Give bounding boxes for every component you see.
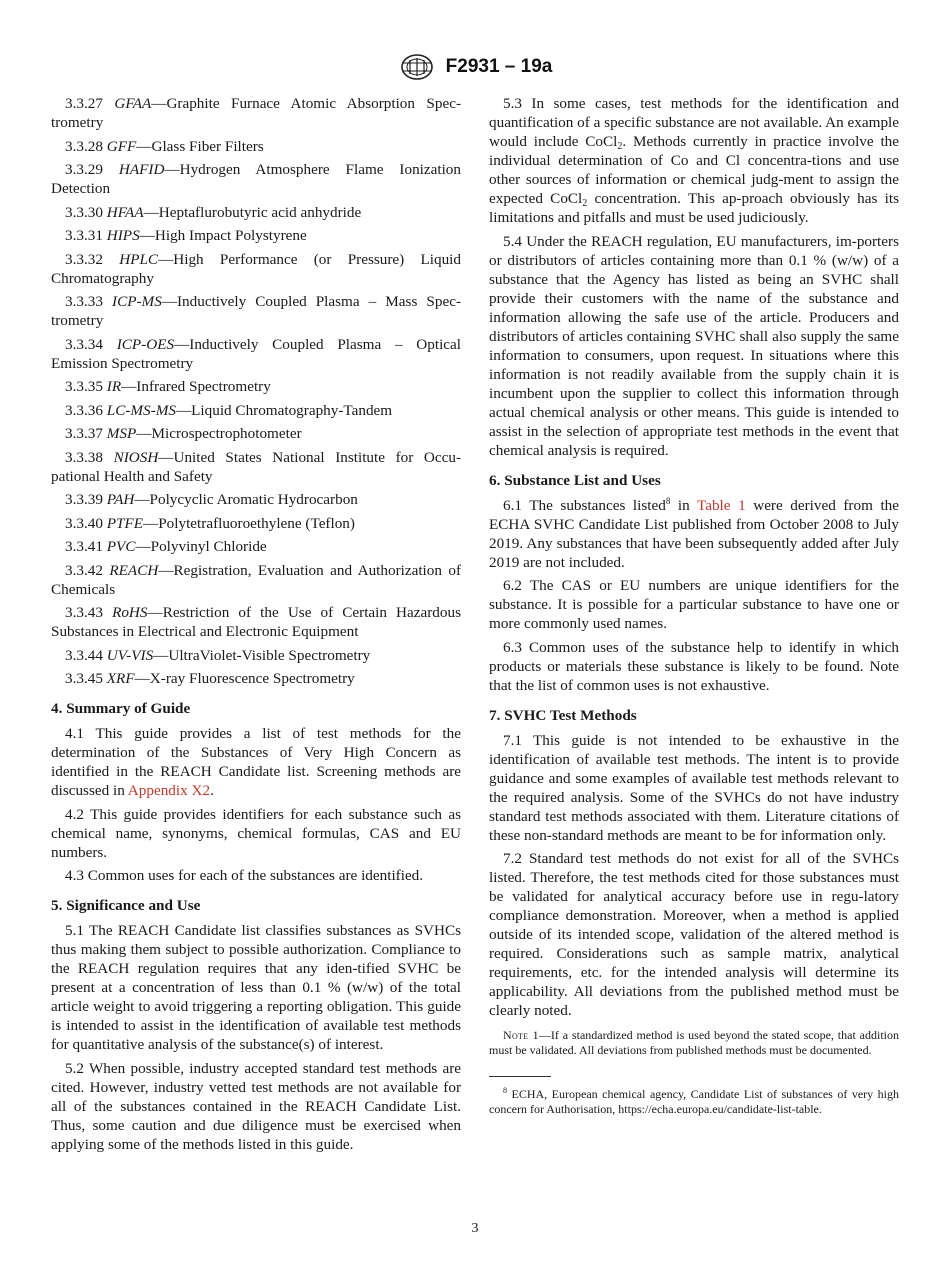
definition-item: 3.3.37 MSP—Microspectrophotometer <box>65 425 302 442</box>
page-number: 3 <box>471 1221 479 1236</box>
definition-item: 3.3.40 PTFE—Polytetrafluoroethylene (Teflon) <box>65 514 355 532</box>
paragraph-6-2: 6.2 The CAS or EU numbers are unique identifiers for the substance. It is possible for a particular substance to have one or more commonly used names. <box>489 577 899 632</box>
definition-item: 3.3.43 RoHS—Restriction of the Use of Certain Hazardous Substances in Electrical and Electronic Equipment <box>51 604 462 640</box>
definition-item: 3.3.39 PAH—Polycyclic Aromatic Hydrocarbon <box>65 491 358 508</box>
paragraph-7-2: 7.2 Standard test methods do not exist for all of the SVHCs listed. Therefore, the test methods cited for those substances must be validated for analytical accuracy before use in regu-latory compliance demonstration. Moreover, when a method is applied outside of its intended scope, validation of the altered method is required. Considerations such as sample matrix, analytical requirements, etc. for the intended analysis will determine its applicability. All deviations from the published method must be clearly noted. <box>489 850 899 1019</box>
definition-item: 3.3.45 XRF—X-ray Fluorescence Spectrometry <box>65 670 355 687</box>
paragraph-4-2: 4.2 This guide provides identifiers for each substance such as chemical name, synonyms, chemical formulas, CAS and EU numbers. <box>51 805 461 861</box>
definition-item: 3.3.30 HFAA—Heptaflurobutyric acid anhydride <box>65 203 362 221</box>
definition-item: 3.3.36 LC-MS-MS—Liquid Chromatography-Tandem <box>65 401 393 419</box>
paragraph-5-2: 5.2 When possible, industry accepted standard test methods are cited. However, industry vetted test methods are not available for all of the substances contained in the REACH Candidate List. Thus, some caution and due diligence must be exercised when applying some of the methods listed in this guide. <box>51 1059 461 1153</box>
definition-item: 3.3.28 GFF—Glass Fiber Filters <box>65 137 264 155</box>
paragraph-4-3: 4.3 Common uses for each of the substances are identified. <box>65 867 424 884</box>
paragraph-7-1: 7.1 This guide is not intended to be exhaustive in the identification of available test methods. The intent is to provide guidance and some examples of available test methods relevant to the required analysis. Some of the SVHCs do not have industry standard test methods associated with them. Literature citations of these non-standard methods are meant to be for information only. <box>489 731 899 844</box>
definitions-list <box>51 94 461 688</box>
definition-item: 3.3.44 UV-VIS—UltraViolet-Visible Spectrometry <box>65 646 371 664</box>
section-7-heading: 7. SVHC Test Methods <box>489 706 637 724</box>
paragraph-4-1: 4.1 This guide provides a list of test methods for the determination of the Substances of Very High Concern as identified in the REACH Candidate list. Screening methods are discussed in Appendix X2. <box>51 725 461 799</box>
definition-item: 3.3.27 GFAA—Graphite Furnace Atomic Absorption Spec-trometry <box>51 95 461 131</box>
definition-item: 3.3.38 NIOSH—United States National Institute for Occu-pational Health and Safety <box>51 448 461 485</box>
section-6-heading: 6. Substance List and Uses <box>489 471 661 489</box>
astm-logo-icon <box>398 52 436 82</box>
section-5-heading: 5. Significance and Use <box>51 897 201 914</box>
left-column <box>51 94 461 1158</box>
section-4-heading: 4. Summary of Guide <box>51 700 191 717</box>
footnote-ref-8[interactable]: 8 <box>665 495 671 506</box>
paragraph-5-4: 5.4 Under the REACH regulation, EU manufacturers, im-porters or distributors of articles containing more than 0.1 % (w/w) of a substance that the Agency has listed as being an SVHC shall provide their customers with the name of the substance and information allowing the safe use of the article. Producers and distributors of articles containing SVHC shall also supply the same information to consumers, upon request. In situations where this information is not readily available from the supply chain it is incumbent upon the supplier to collect this information through actual chemical analysis or other means. This guide is intended to assist in the selection of appropriate test methods in the event that chemical analysis is required. <box>489 232 899 459</box>
paragraph-5-1: 5.1 The REACH Candidate list classifies substances as SVHCs thus making them subject to possible authorization. Compliance to the REACH regulation requires that any iden-tified SVHC be present at a concentration of less than 0.1 % (w/w) of the total article weight to avoid triggering a reporting obligation. This guide is intended to assist in the identification of available test methods for quantitative analysis of the substance(s) of interest. <box>51 922 461 1053</box>
note-label: Note 1 <box>503 1028 539 1042</box>
paragraph-5-3: 5.3 In some cases, test methods for the identification and quantification of a specific substance are not available. An example would include CoCl$_2$. Methods currently in practice involve the individual determination of Co and Cl concentra-tions and use other sources of information or chemical judg-ment to assign the expected CoCl$_2$ concentration. This ap-proach obviously has its limitations and pitfalls and must be used judiciously. <box>489 95 899 226</box>
definition-item: 3.3.29 HAFID—Hydrogen Atmosphere Flame Ionization Detection <box>51 161 461 197</box>
right-column <box>489 94 899 1117</box>
definition-item: 3.3.35 IR—Infrared Spectrometry <box>65 378 271 395</box>
table-1-link[interactable]: Table 1 <box>697 496 746 514</box>
footnote-divider <box>489 1076 551 1077</box>
definition-item: 3.3.41 PVC—Polyvinyl Chloride <box>65 538 267 555</box>
note-1: Note 1—If a standardized method is used beyond the stated scope, that addition must be validated. All deviations from published methods must be documented. <box>489 1028 899 1057</box>
definition-item: 3.3.42 REACH—Registration, Evaluation and Authorization of Chemicals <box>51 561 461 598</box>
appendix-x2-link[interactable]: Appendix X2 <box>127 782 211 799</box>
paragraph-6-3: 6.3 Common uses of the substance help to identify in which products or materials these substance is likely to be found. Note that the list of common uses is not exhaustive. <box>489 638 899 694</box>
definition-item: 3.3.34 ICP-OES—Inductively Coupled Plasma – Optical Emission Spectrometry <box>51 335 461 372</box>
footnote-8: $^8$ ECHA, European chemical agency, Candidate List of substances of very high concern for Authorisation, https://echa.europa.eu/candidate-list-table. <box>489 1086 899 1116</box>
document-designation: F2931 – 19a <box>445 56 553 77</box>
paragraph-6-1: 6.1 The substances listed$^8$ in Table 1 were derived from the ECHA SVHC Candidate List published from October 2008 to July 2019. Any substances that have been subsequently added after July 2019 are not included. <box>489 495 900 571</box>
definition-item: 3.3.32 HPLC—High Performance (or Pressure) Liquid Chromatography <box>51 250 461 287</box>
definition-item: 3.3.31 HIPS—High Impact Polystyrene <box>65 227 307 244</box>
page-header <box>0 52 950 82</box>
definition-item: 3.3.33 ICP-MS—Inductively Coupled Plasma – Mass Spec-trometry <box>51 293 462 329</box>
